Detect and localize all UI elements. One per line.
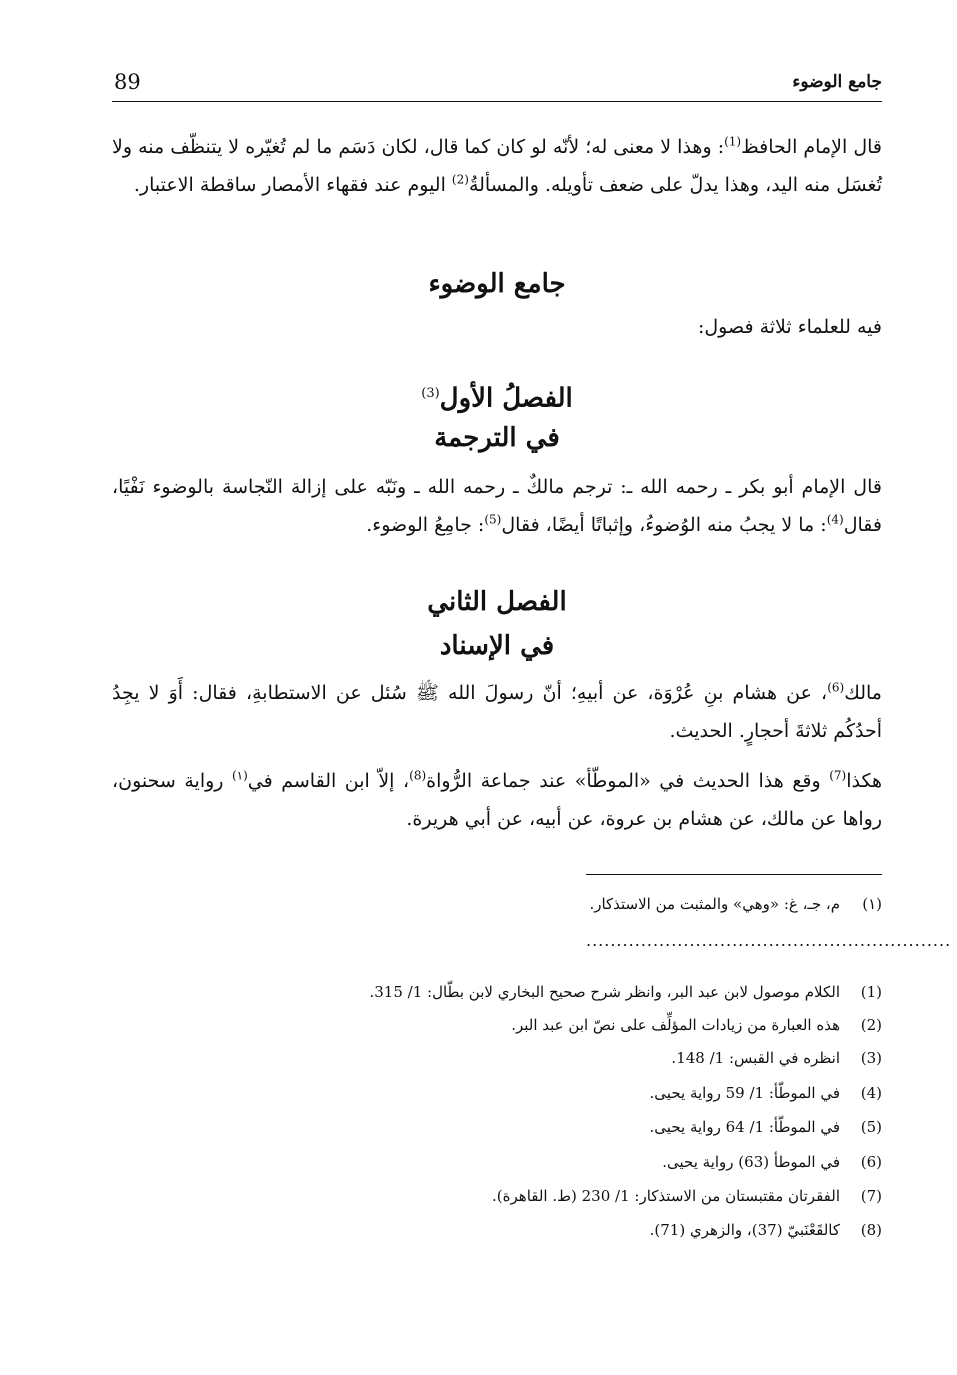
dotted-separator: ............................................................ — [586, 931, 952, 950]
footnote-ref-5: (5) — [484, 512, 502, 527]
footnote-text: الفقرتان مقتبستان من الاستذكار: 1/ 230 (ط. القاهرة). — [492, 1187, 840, 1205]
intro-text-a: قال الإمام الحافظ — [741, 136, 882, 158]
footnote-number: (3) — [860, 1049, 882, 1067]
header-rule — [112, 101, 882, 102]
footnote-separator — [586, 874, 882, 875]
chapter-title: جامع الوضوء — [428, 269, 566, 299]
footnote-text: هذه العبارة من زيادات المؤلِّف على نصّ ابن عبد البر. — [511, 1016, 840, 1034]
footnote-item — [112, 1013, 882, 1037]
variant-note-number: (١) — [862, 895, 882, 913]
footnote-ref-7: (7) — [829, 768, 847, 783]
section2-p2-a: هكذا — [846, 770, 882, 792]
footnote-ref-8: (8) — [409, 768, 427, 783]
footnote-ref-6: (6) — [827, 680, 845, 695]
footnote-number: (4) — [860, 1084, 882, 1102]
section2-p1-a: مالك — [844, 682, 882, 704]
intro-text-b: : وهذا لا معنى له؛ لأنّه لو كان كما قال، لكان دَسَم ما لم تُغيّره لا يتنظّف منه ولا تُغسَل منه اليد، وهذا يدلّ على ضعف تأويله. والمسألةُ — [112, 136, 882, 196]
section2-title: الفصل الثاني — [427, 587, 567, 617]
footnote-item — [112, 1150, 882, 1174]
section1-paragraph — [112, 468, 882, 544]
footnote-text: انظره في القبس: 1/ 148. — [671, 1049, 840, 1067]
footnote-ref-3: (3) — [421, 386, 440, 401]
section2-p2-d: رواية سحنون، رواها عن مالك، عن هشام بن عروة، عن أبيه، عن أبي هريرة. — [112, 770, 882, 830]
intro2-paragraph: فيه للعلماء ثلاثة فصول: — [697, 316, 882, 338]
footnote-item — [112, 980, 882, 1004]
variant-note — [112, 892, 882, 916]
section2-p2-b: وقع هذا الحديث في «الموطّأ» عند جماعة الرُّواة — [426, 770, 830, 792]
footnote-number: (8) — [860, 1221, 882, 1239]
section2-subtitle: في الإسناد — [439, 631, 555, 661]
intro-text-c: اليوم عند فقهاء الأمصار ساقطة الاعتبار. — [133, 174, 452, 196]
footnote-number: (6) — [860, 1153, 882, 1171]
page-header — [112, 66, 882, 102]
footnote-text: في الموطأ (63) رواية يحيى. — [662, 1153, 840, 1171]
running-title: جامع الوضوء — [792, 72, 882, 92]
section2-p2-c: ، إلاّ ابن القاسم في — [247, 770, 410, 792]
footnote-number: (7) — [860, 1187, 882, 1205]
footnote-text: في الموطّأ: 1/ 64 رواية يحيى. — [649, 1118, 840, 1136]
footnote-item — [112, 1184, 882, 1208]
footnote-item — [112, 1046, 882, 1070]
section2-p1-b: ، عن هشام بنِ عُرْوَة، عن أبيهِ؛ أنّ رسولَ الله ﷺ سُئل عن الاستطابةِ، فقال: أَوَ لا يجِدُ أحدُكُم ثلاثةَ أحجارٍ. الحديث. — [112, 682, 882, 742]
variant-ref-1: (١) — [231, 768, 248, 783]
section1-text-a: قال الإمام أبو بكر ـ رحمه الله ـ: ترجم مالكٌ ـ رحمه الله ـ ونَبّه على إزالة النّجاسة بالوضوء نَفْيًا، فقال — [112, 476, 882, 536]
footnote-ref-4: (4) — [826, 512, 844, 527]
footnote-item — [112, 1115, 882, 1139]
section1-text-b: : ما لا يجبُ منه الوُضوءُ، وإثباتًا أيضًا، فقال — [501, 514, 827, 536]
page-number: 89 — [114, 70, 141, 94]
section1-title — [112, 374, 882, 419]
footnote-ref-1: (1) — [724, 134, 742, 149]
footnote-text: الكلام موصول لابن عبد البر، وانظر شرح صحيح البخاري لابن بطّال: 1/ 315. — [369, 983, 840, 1001]
section1-subtitle: في الترجمة — [434, 423, 560, 453]
section1-title-text: الفصلُ الأول — [439, 383, 573, 414]
footnote-number: (1) — [860, 983, 882, 1001]
variant-note-text: م، جـ، غ: «وهي» والمثبت من الاستذكار. — [589, 895, 840, 913]
footnote-item — [112, 1081, 882, 1105]
footnote-number: (2) — [860, 1016, 882, 1034]
section2-paragraph-2 — [112, 762, 882, 838]
intro-paragraph — [112, 128, 882, 204]
footnote-item — [112, 1218, 882, 1242]
footnote-text: في الموطّأ: 1/ 59 رواية يحيى. — [649, 1084, 840, 1102]
footnote-number: (5) — [860, 1118, 882, 1136]
section1-text-c: : جامِعُ الوضوء. — [366, 514, 485, 536]
section2-paragraph-1 — [112, 674, 882, 750]
footnote-text: كالقَعْنَبيّ (37)، والزهري (71). — [649, 1221, 840, 1239]
footnote-ref-2: (2) — [451, 172, 469, 187]
